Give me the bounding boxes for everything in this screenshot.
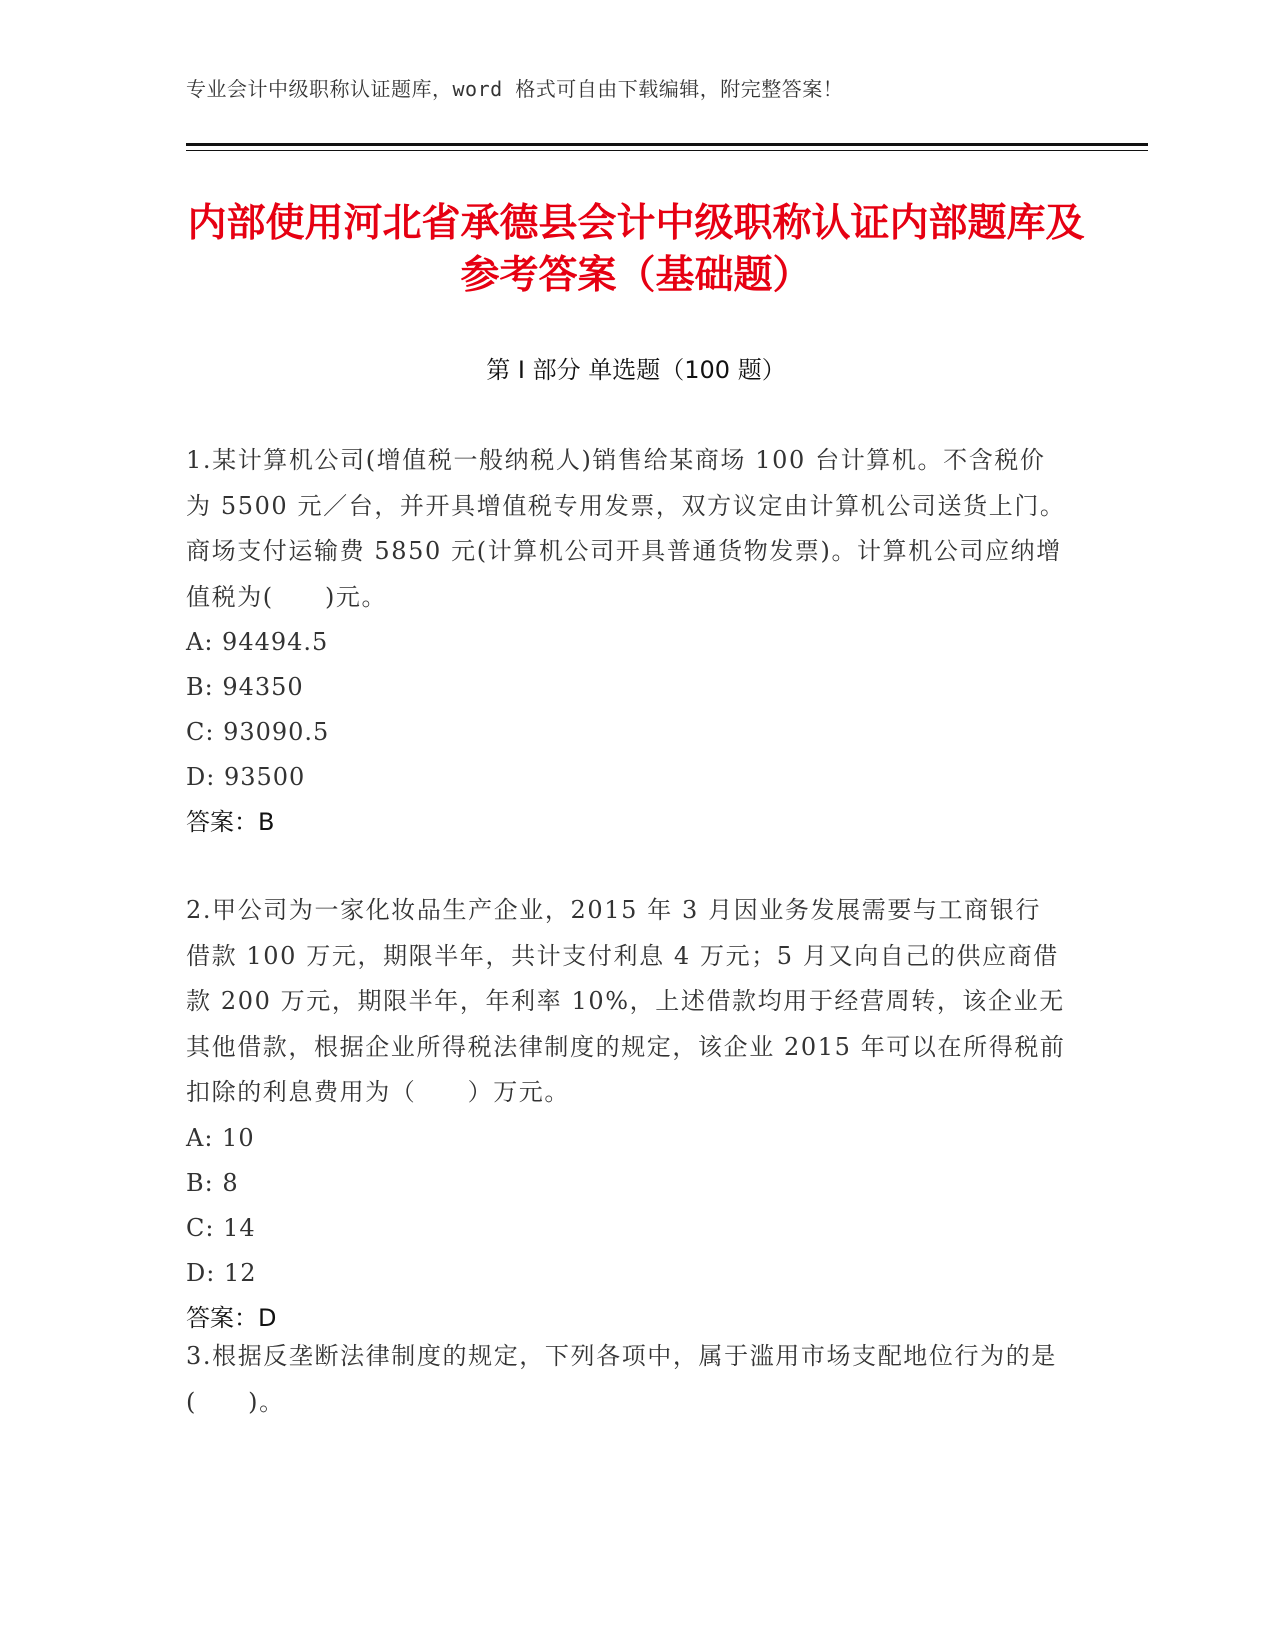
answer: 答案：D bbox=[186, 1303, 277, 1332]
question-stem: 3.根据反垄断法律制度的规定，下列各项中，属于滥用市场支配地位行为的是( )。 bbox=[186, 1342, 1057, 1416]
question-stem: 1.某计算机公司(增值税一般纳税人)销售给某商场 100 台计算机。不含税价为 5500 元／台，并开具增值税专用发票，双方议定由计算机公司送货上门。商场支付运输费 5850 元(计算机公司开具普通货物发票)。计算机公司应纳增值税为( )元。 bbox=[186, 446, 1066, 611]
question-3 bbox=[186, 1334, 1066, 1425]
header-divider-thick bbox=[186, 143, 1148, 146]
question-1 bbox=[186, 438, 1066, 845]
question-stem: 2.甲公司为一家化妆品生产企业，2015 年 3 月因业务发展需要与工商银行借款 100 万元，期限半年，共计支付利息 4 万元；5 月又向自己的供应商借款 200 万元，期限半年，年利率 10%，上述借款均用于经营周转，该企业无其他借款，根据企业所得税法律制度的规定，该企业 2015 年可以在所得税前扣除的利息费用为（ ）万元。 bbox=[186, 896, 1066, 1106]
section-heading: 第 I 部分 单选题（100 题） bbox=[486, 356, 786, 384]
option-d: D: 12 bbox=[186, 1258, 257, 1287]
option-a: A: 10 bbox=[186, 1123, 255, 1152]
question-2 bbox=[186, 888, 1066, 1341]
option-b: B: 94350 bbox=[186, 673, 304, 701]
header-note: 专业会计中级职称认证题库，word 格式可自由下载编辑，附完整答案！ bbox=[186, 77, 844, 101]
option-b: B: 8 bbox=[186, 1168, 239, 1197]
document-title: 内部使用河北省承德县会计中级职称认证内部题库及参考答案（基础题） bbox=[187, 201, 1085, 298]
header-divider-thin bbox=[186, 150, 1148, 151]
answer: 答案：B bbox=[186, 808, 275, 836]
option-c: C: 93090.5 bbox=[186, 718, 330, 746]
option-d: D: 93500 bbox=[186, 763, 306, 791]
option-a: A: 94494.5 bbox=[186, 628, 329, 656]
option-c: C: 14 bbox=[186, 1213, 256, 1242]
